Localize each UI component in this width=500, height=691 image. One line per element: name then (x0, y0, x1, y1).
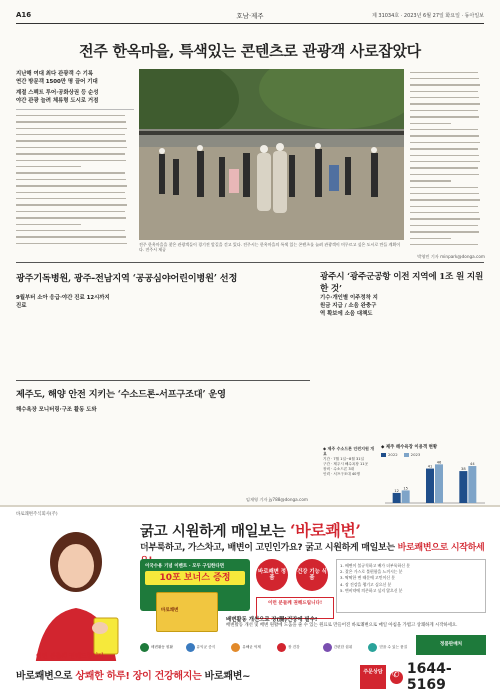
ad-slogan-suffix: 바로쾌변~ (204, 671, 251, 682)
issue-meta: 제 31034호 · 2023년 6월 27일 화요일 · 동아일보 (371, 13, 484, 19)
chart-data-label: 15 (403, 486, 408, 491)
ad-headline-accent: ‘바로쾌변’ (290, 521, 361, 540)
chart-bar (393, 493, 401, 503)
chart-bar (426, 469, 434, 503)
ad-feature-label: 믿을 수 있는 품질 (379, 644, 408, 649)
body-text-line (16, 240, 134, 246)
ad-feature (323, 639, 365, 655)
chart-bar (402, 490, 410, 503)
lead-deck (16, 70, 134, 105)
ad-badge-genuine: 바로쾌변 정품 (256, 559, 288, 591)
story4-byline: 임재영 기자 jy788@donga.com (245, 497, 308, 502)
ad-checklist (336, 559, 486, 613)
info-table-row: 장비 · 수소드론 3대 (323, 467, 355, 471)
lead-byline: 박영민 기자 minpark@donga.com (417, 254, 485, 259)
ad-badge-health: 건강 기능 식품 (296, 559, 328, 591)
masthead (16, 8, 484, 24)
ad-headline-prefix: 굵고 시원하게 매일보는 (140, 523, 286, 540)
ad-feature (231, 639, 273, 655)
ad-feature (368, 639, 410, 655)
story4-subhead: 해수욕장 모니터링·구조 활동 도와 (16, 407, 97, 413)
info-table-title: ◆ 제주 수소드론 안전지원 개요 (323, 446, 375, 456)
section-name: 호남·제주 (236, 12, 264, 20)
info-table-row: 인력 · 서프구조대 40명 (323, 472, 360, 476)
heart-icon (277, 643, 286, 652)
section-divider (16, 262, 484, 263)
ad-feature (140, 639, 182, 655)
chart-legend (381, 452, 485, 457)
chart-title: ◆ 제주 해수욕장 이용객 현황 (381, 445, 438, 450)
phone-icon (390, 671, 403, 684)
ad-order-badge: 주문상담 (360, 665, 386, 689)
section-divider (16, 380, 310, 381)
shield-icon (231, 643, 240, 652)
lead-body-col3 (410, 69, 484, 253)
ad-checklist-item: 2. 잦은 가스로 불편함을 느끼시는 분 (340, 569, 403, 575)
story4-headline: 제주도, 해양 안전 지키는 ‘수소드론-서프구조대’ 운영 (16, 389, 226, 400)
lead-photo (139, 69, 404, 240)
ad-feature-icons (140, 639, 410, 655)
chart-plot (381, 459, 485, 511)
story3-headline: 광주시 ‘광주군공항 이전 지역에 1조 원 지원한 것’ (320, 272, 484, 294)
ad-event-offer: 10포 보너스 증정 (145, 571, 245, 585)
ad-feature (186, 639, 228, 655)
ad-checklist-item: 5. 변비약에 의존하고 싶지 않으신 분 (340, 587, 403, 593)
bacteria-icon (186, 643, 195, 652)
lead-deck-line: 야간 관광 늘려 체류형 도시로 거점 (16, 98, 99, 104)
ad-feature (277, 639, 319, 655)
chart-bar (459, 471, 467, 503)
ad-footer (0, 661, 500, 691)
leaf-icon (140, 643, 149, 652)
ad-subheadline-prefix: 더부룩하고, 가스차고, 배변이 고민인가요? 굵고 시원하게 매일보는 (140, 543, 398, 553)
ad-slogan-highlight-2: 장이 건강해지는 (129, 671, 205, 682)
ad-feature-label: 유익균 증식 (196, 644, 216, 649)
ad-feature-label: 장 건강 (288, 644, 300, 649)
ad-phone-number: 1644-5169 (406, 661, 452, 691)
ad-checklist-item: 4. 장 건강을 챙기고 싶으신 분 (340, 581, 392, 587)
legend-2023: 2023 (404, 452, 421, 457)
story2-subhead: 9월부터 소아 응급·야간 진료 12시까지 진료 (16, 295, 110, 309)
ad-slogan-highlight: 상쾌한 하루! (75, 671, 130, 682)
ad-description-title: 배변활동 개선으로 장(腸)건강에 필수! (226, 617, 318, 623)
lead-body-col1 (16, 106, 134, 246)
ad-description-body: 배변활동 개선 및 배변 원활에 도움을 줄 수 있는 원료로 만들어진 바로쾌변으로 매일 아침을 가볍고 상쾌하게 시작하세요. (226, 623, 458, 628)
ad-store-box: 정품판매처 (416, 635, 486, 655)
chart-bar (435, 464, 443, 503)
ad-feature-label: 유해균 억제 (242, 644, 261, 649)
advertisement (0, 505, 500, 691)
ad-checklist-item: 3. 딱딱한 변 때문에 고민이신 분 (340, 575, 395, 581)
info-table-row: 기간 · 7월 1일~8월 31일 (323, 457, 364, 461)
ad-recommend-label: 이런 분들께 권해드립니다 (36, 653, 104, 660)
ad-description (226, 617, 486, 629)
info-table (323, 446, 375, 477)
lead-deck-line: 계절 스펙트 투어·공화상권 등 순성 (16, 90, 99, 96)
ad-event-label: 이국수용 기념 이벤트 · 모두 구입한다면 (145, 564, 225, 569)
check-icon (368, 643, 377, 652)
chart-bar (468, 466, 476, 503)
ad-slogan-prefix: 바로쾌변으로 (16, 671, 76, 682)
body-text-line (410, 242, 484, 248)
info-table-row: 구간 · 제주시 해수욕장 11곳 (323, 462, 368, 466)
ad-subheadline-accent: 바로쾌변으로 시작하세 (397, 543, 485, 553)
legend-2022: 2022 (381, 452, 398, 457)
ad-feature-label: 간편한 섭취 (333, 644, 353, 649)
ad-feature-label: 배변활동 원활 (151, 644, 173, 649)
story2-headline: 광주기독병원, 광주-전남지역 ‘공공심야어린이병원’ 선정 (16, 273, 238, 284)
ad-slogan (16, 667, 250, 682)
sachet-icon (323, 643, 332, 652)
lead-headline: 전주 한옥마을, 특색있는 콘텐츠로 관광객 사로잡았다 (79, 42, 421, 60)
chart-data-label: 12 (394, 488, 399, 493)
chart-data-label: 38 (461, 467, 466, 472)
ad-product-label: 바로쾌변 (161, 608, 179, 613)
ad-note: 이런 분들께 권해드립니다! (256, 597, 334, 619)
lead-deck-line: 지난해 여대 최다 관광객 수 기록 (16, 71, 94, 77)
chart-data-label: 46 (436, 460, 442, 465)
story3-subhead: 기수·개인별 이주정착 지원금 지급 / 소음 완충구역 확보에 소음 대책도 (320, 295, 378, 317)
chart-data-label: 41 (427, 464, 433, 469)
lead-deck-line: 연간 방문객 1500만 명 끌어 기대 (16, 79, 98, 85)
lead-photo-caption: 전주 한옥마을을 찾은 관광객들이 경기전 앞길을 걷고 있다. 전주시는 한옥마을의 특색 있는 콘텐츠를 늘려 관광객이 머무르고 싶은 도시로 만들 계획이다. 전주시 제공 (139, 242, 401, 253)
ad-product-box (156, 592, 218, 632)
ad-headline (140, 518, 490, 541)
ad-checklist-item: 1. 배변이 불규칙하고 배가 더부룩하신 분 (340, 563, 411, 568)
ad-phone (390, 661, 490, 691)
page-number: A16 (16, 11, 32, 19)
chart-data-label: 44 (470, 462, 475, 467)
ad-company: 바로쾌변주식회사(주) (16, 512, 58, 517)
